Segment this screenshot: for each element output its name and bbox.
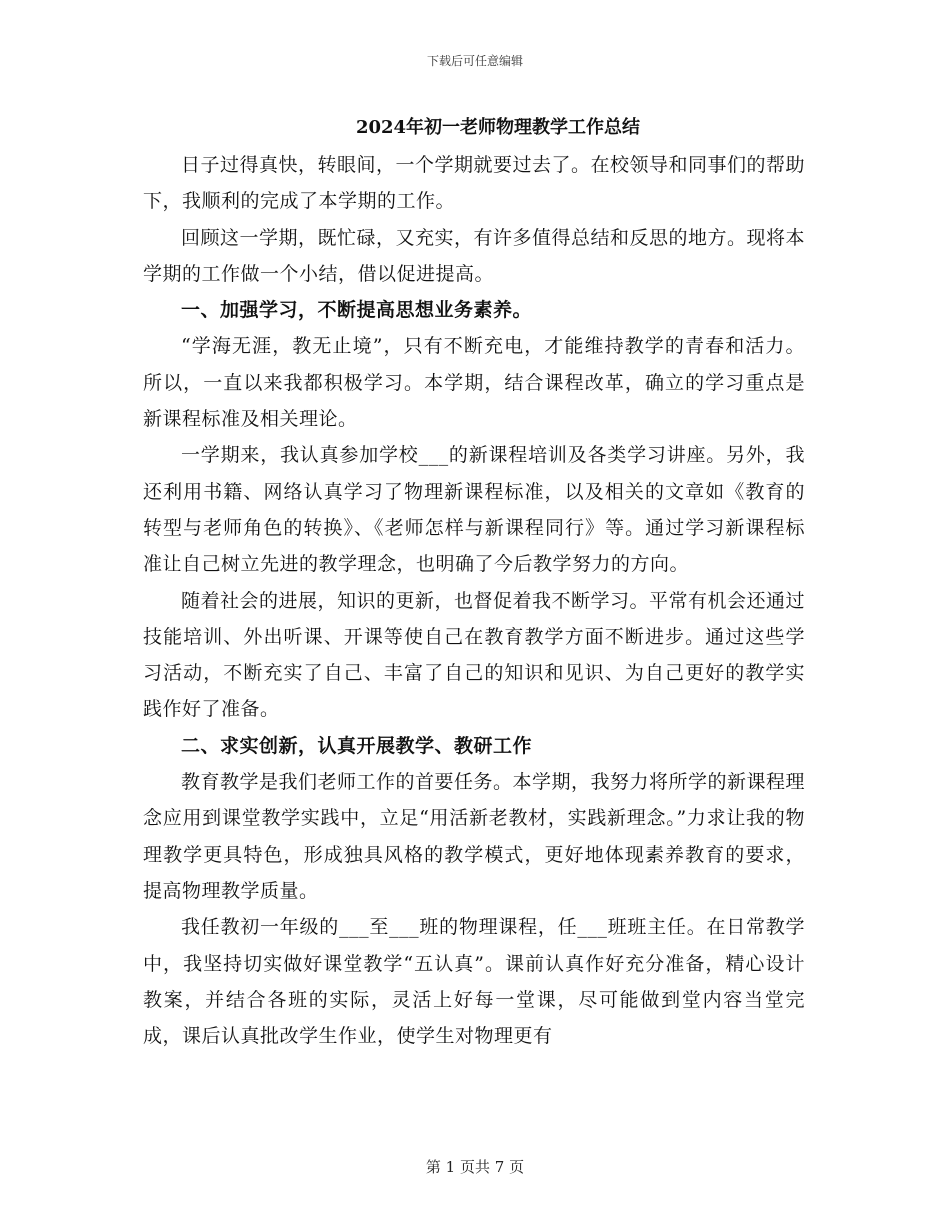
paragraph-classes: 我任教初一年级的___至___班的物理课程，任___班班主任。在日常教学中，我坚持切实做好课堂教学“五认真”。课前认真作好充分准备，精心设计教案，并结合各班的实际，灵活上好每一堂课，尽可能做到堂内容当堂完成，课后认真批改学生作业，使学生对物理更有 [143, 916, 805, 1048]
paragraph-progress: 随着社会的进展，知识的更新，也督促着我不断学习。平常有机会还通过技能培训、外出听课、开课等使自己在教育教学方面不断进步。通过这些学习活动，不断充实了自己、丰富了自己的知识和见识、为自己更好的教学实践作好了准备。 [143, 589, 806, 721]
section-heading-2: 二、求实创新，认真开展教学、教研工作 [181, 734, 533, 757]
document-body [143, 113, 805, 1054]
document-title: 2024年初一老师物理教学工作总结 [355, 117, 641, 138]
page-header: 下载后可任意编辑 [426, 54, 523, 68]
page-footer: 第 1 页共 7 页 [425, 1158, 525, 1176]
paragraph-teaching-task: 教育教学是我们老师工作的首要任务。本学期，我努力将所学的新课程理念应用到课堂教学实践中，立足“用活新老教材，实践新理念。”力求让我的物理教学更具特色，形成独具风格的教学模式，更好地体现素养教育的要求，提高物理教学质量。 [143, 771, 806, 902]
paragraph-intro: 日子过得真快，转眼间，一个学期就要过去了。在校领导和同事们的帮助下，我顺利的完成了本学期的工作。 [143, 154, 806, 213]
paragraph-training: 一学期来，我认真参加学校___的新课程培训及各类学习讲座。另外，我还利用书籍、网络认真学习了物理新课程标准，以及相关的文章如《教育的转型与老师角色的转换》、《老师怎样与新课程同行》等。通过学习新课程标准让自己树立先进的教学理念，也明确了今后教学努力的方向。 [143, 444, 805, 576]
paragraph-review: 回顾这一学期，既忙碌，又充实，有许多值得总结和反思的地方。现将本学期的工作做一个小结，借以促进提高。 [143, 226, 806, 285]
paragraph-learning-motto: “学海无涯，教无止境”，只有不断充电，才能维持教学的青春和活力。所以，一直以来我都积极学习。本学期，结合课程改革，确立的学习重点是新课程标准及相关理论。 [143, 335, 805, 431]
section-heading-1: 一、加强学习，不断提高思想业务素养。 [181, 299, 533, 322]
